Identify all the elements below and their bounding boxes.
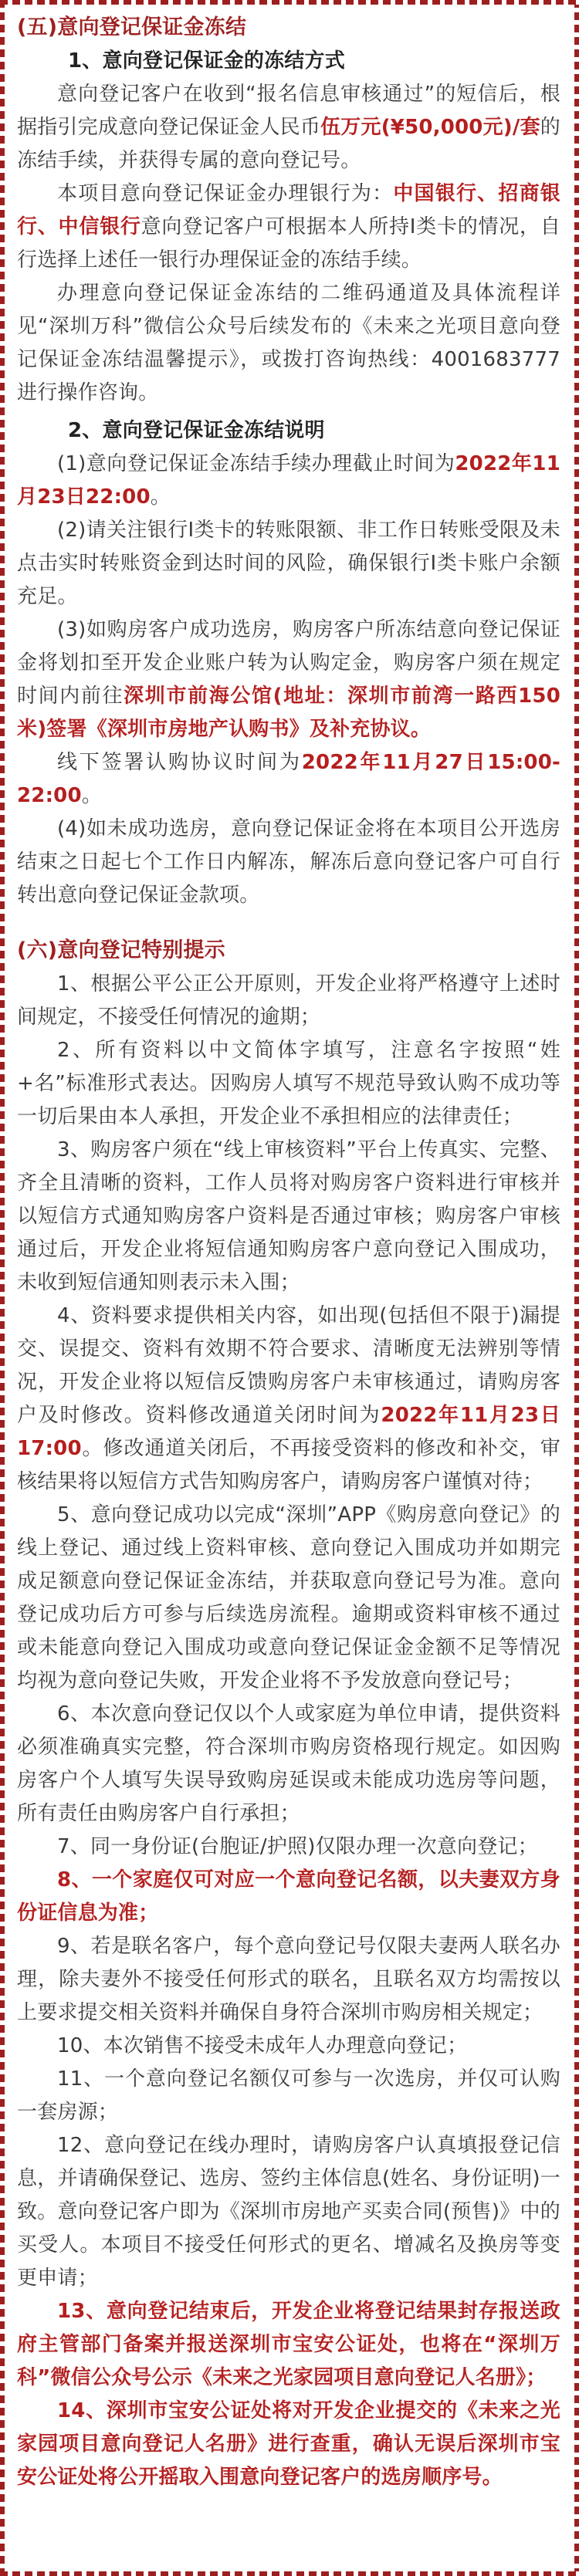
text: 意向登记客户可根据本人所持Ⅰ类卡的情况，自行选择上述任一银行办理保证金的冻结手续。 xyxy=(17,215,561,272)
signing-time: 2022年11月27日15:00-22:00 xyxy=(17,751,560,807)
notice-item-11 xyxy=(17,2063,560,2129)
text: 。 xyxy=(81,784,102,807)
section-5-subtitle-2: 2、意向登记保证金冻结说明 xyxy=(68,419,325,442)
text: 。 xyxy=(150,485,171,509)
bank-names: 中国银行、招商银行、中信银行 xyxy=(17,182,561,238)
notice-item-9 xyxy=(17,1930,560,2030)
notice-item-7 xyxy=(17,1831,560,1864)
notice-item-10 xyxy=(17,2030,560,2063)
section-5-title: (五)意向登记保证金冻结 xyxy=(17,15,247,39)
text: (1)意向登记保证金冻结手续办理截止时间为 xyxy=(57,452,455,475)
paragraph-bank-card: (2)请关注银行Ⅰ类卡的转账限额、非工作日转账受限及未点击实时转账资金到达时间的风险，确保银行Ⅰ类卡账户余额充足。 xyxy=(17,519,560,608)
document-body xyxy=(17,11,560,2494)
deadline-date: 2022年11月23日22:00 xyxy=(17,452,561,509)
notice-item-3 xyxy=(17,1134,560,1300)
text: 4、资料要求提供相关内容，如出现(包括但不限于)漏提交、误提交、资料有效期不符合要求、清晰度无法辨别等情况，开发企业将以短信反馈购房客户未审核通过，请购房客户及时修改。资料修改通道关闭时间为 xyxy=(17,1304,560,1427)
notice-item-2 xyxy=(17,1034,560,1134)
text: 3、购房客户须在“线上审核资料”平台上传真实、完整、齐全且清晰的资料，工作人员将对购房客户资料进行审核并以短信方式通知购房客户资料是否通过审核；购房客户审核通过后，开发企业将短信通知购房客户意向登记入围成功，未收到短信通知则表示未入围； xyxy=(17,1138,560,1294)
section-5-subtitle-1: 1、意向登记保证金的冻结方式 xyxy=(68,49,345,73)
text: 2、所有资料以中文简体字填写，注意名字按照“姓+名”标准形式表达。因购房人填写不规范导致认购不成功等一切后果由本人承担，开发企业不承担相应的法律责任； xyxy=(17,1039,560,1128)
notice-item-5 xyxy=(17,1499,560,1698)
paragraph-deposit-amount xyxy=(17,78,560,177)
notice-item-12 xyxy=(17,2129,560,2295)
text: 。修改通道关闭后，不再接受资料的修改和补交，审核结果将以短信方式告知购房客户，请购房客户谨慎对待； xyxy=(17,1437,560,1493)
text: 10、本次销售不接受未成年人办理意向登记； xyxy=(57,2034,468,2057)
text: 意向登记客户在收到“报名信息审核通过”的短信后，根据指引完成意向登记保证金人民币 xyxy=(17,83,560,139)
text: 7、同一身份证(台胞证/护照)仅限办理一次意向登记； xyxy=(57,1835,538,1858)
notice-item-1 xyxy=(17,968,560,1034)
modify-deadline: 2022年11月23日17:00 xyxy=(17,1404,560,1460)
notice-item-6 xyxy=(17,1698,560,1831)
notice-item-8 xyxy=(17,1864,560,1930)
text: 线下签署认购协议时间为 xyxy=(57,751,302,774)
highlight-text: 8、一个家庭仅可对应一个意向登记名额，以夫妻双方身份证信息为准； xyxy=(17,1868,560,1925)
text: 12、意向登记在线办理时，请购房客户认真填报登记信息，并请确保登记、选房、签约主体信息(姓名、身份证明)一致。意向登记客户即为《深圳市房地产买卖合同(预售)》中的买受人。本项目不接受任何形式的更名、增减名及换房等变更申请； xyxy=(17,2134,560,2290)
paragraph-unfreeze: (4)如未成功选房，意向登记保证金将在本项目公开选房结束之日起七个工作日内解冻，解冻后意向登记客户可自行转出意向登记保证金款项。 xyxy=(17,817,560,907)
notice-item-14 xyxy=(17,2395,560,2494)
text: 6、本次意向登记仅以个人或家庭为单位申请，提供资料必须准确真实完整，符合深圳市购房资格现行规定。如因购房客户个人填写失误导致购房延误或未能成功选房等问题，所有责任由购房客户自行承担； xyxy=(17,1702,560,1825)
highlight-text: 13、意向登记结束后，开发企业将登记结果封存报送政府主管部门备案并报送深圳市宝安公证处，也将在“深圳万科”微信公众号公示《未来之光家园项目意向登记人名册》； xyxy=(17,2300,560,2389)
paragraph-deadline xyxy=(17,448,560,514)
text: 的冻结手续，并获得专属的意向登记号。 xyxy=(17,116,560,172)
paragraph-banks xyxy=(17,177,560,277)
text: 本项目意向登记保证金办理银行为： xyxy=(57,182,394,205)
notice-item-4 xyxy=(17,1300,560,1499)
paragraph-hotline: 办理意向登记保证金冻结的二维码通道及具体流程详见“深圳万科”微信公众号后续发布的《未来之光项目意向登记保证金冻结温馨提示》，或拨打咨询热线：4001683777进行操作咨询。 xyxy=(17,282,560,404)
text: 1、根据公平公正公开原则，开发企业将严格遵守上述时间规定，不接受任何情况的逾期； xyxy=(17,972,560,1029)
signing-location: 深圳市前海公馆(地址：深圳市前湾一路西150米)签署《深圳市房地产认购书》及补充协议。 xyxy=(17,685,560,741)
text: 5、意向登记成功以完成“深圳”APP《购房意向登记》的线上登记、通过线上资料审核、意向登记入围成功并如期完成足额意向登记保证金冻结，并获取意向登记号为准。意向登记成功后方可参与后续选房流程。逾期或资料审核不通过或未能意向登记入围成功或意向登记保证金金额不足等情况均视为意向登记失败，开发企业将不予发放意向登记号； xyxy=(17,1503,560,1692)
notice-item-13 xyxy=(17,2295,560,2395)
paragraph-signing-location xyxy=(17,614,560,746)
text: 11、一个意向登记名额仅可参与一次选房，并仅可认购一套房源； xyxy=(17,2067,560,2124)
text: (3)如购房客户成功选房，购房客户所冻结意向登记保证金将划扣至开发企业账户转为认购定金，购房客户须在规定时间内前往 xyxy=(17,618,560,708)
text: 9、若是联名客户，每个意向登记号仅限夫妻两人联名办理，除夫妻外不接受任何形式的联名，且联名双方均需按以上要求提交相关资料并确保自身符合深圳市购房相关规定； xyxy=(17,1935,560,2024)
deposit-amount: 伍万元(¥50,000元)/套 xyxy=(320,116,540,139)
highlight-text: 14、深圳市宝安公证处将对开发企业提交的《未来之光家园项目意向登记人名册》进行查重，确认无误后深圳市宝安公证处将公开摇取入围意向登记客户的选房顺序号。 xyxy=(17,2399,560,2489)
section-6-title: (六)意向登记特别提示 xyxy=(17,938,225,962)
paragraph-signing-time xyxy=(17,746,560,813)
